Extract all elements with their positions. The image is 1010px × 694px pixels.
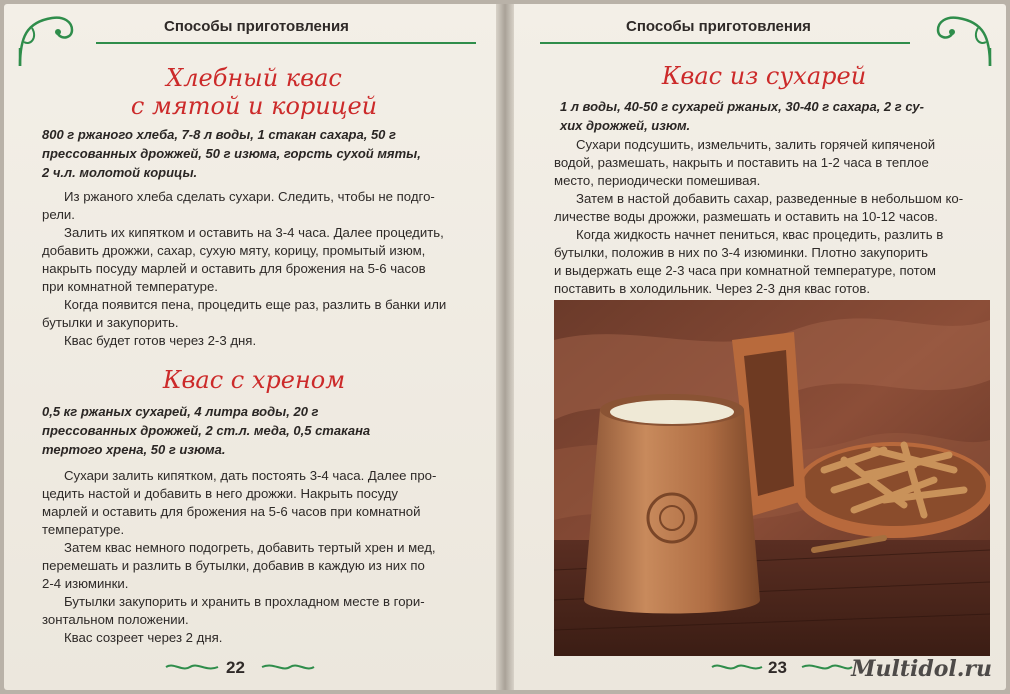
running-head: Способы приготовления xyxy=(164,18,349,35)
step-line: Когда жидкость начнет пениться, квас процедить, разлить в xyxy=(576,227,944,242)
folio-ornament-icon xyxy=(260,662,316,672)
step-line: цедить настой и добавить в него дрожжи. Накрыть посуду xyxy=(42,486,399,501)
step-line: бутылки, положив в них по 3-4 изюминки. Плотно закупорить xyxy=(554,245,929,260)
step-line: 2-4 изюминки. xyxy=(42,576,129,591)
corner-ornament-icon xyxy=(928,8,998,68)
step-line: и выдержать еще 2-3 часа при комнатной температуре, потом xyxy=(554,263,936,278)
step-line: накрыть посуду марлей и оставить для брожения на 5-6 часов xyxy=(42,261,426,276)
step-line: водой, размешать, накрыть и поставить на 1-2 часа в теплое xyxy=(554,155,929,170)
step-line: бутылки и закупорить. xyxy=(42,315,179,330)
step-line: температуре. xyxy=(42,522,125,537)
ingredient-line: тертого хрена, 50 г изюма. xyxy=(42,442,226,457)
header-rule xyxy=(540,42,910,44)
step-line: Затем квас немного подогреть, добавить тертый хрен и мед, xyxy=(64,540,436,555)
step-line: Из ржаного хлеба сделать сухари. Следить, чтобы не подго- xyxy=(64,189,435,204)
recipe-title-line: с мятой и корицей xyxy=(130,92,378,120)
ingredients xyxy=(42,402,482,459)
step-line: Сухари залить кипятком, дать постоять 3-4 часа. Далее про- xyxy=(64,468,437,483)
header-rule xyxy=(96,42,476,44)
step-line: марлей и оставить для брожения на 5-6 часов при комнатной xyxy=(42,504,421,519)
ingredient-line: 2 ч.л. молотой корицы. xyxy=(42,165,198,180)
recipe-steps xyxy=(42,188,482,350)
step-line: Бутылки закупорить и хранить в прохладном месте в гори- xyxy=(64,594,425,609)
ingredient-line: прессованных дрожжей, 2 ст.л. меда, 0,5 стакана xyxy=(42,423,371,438)
step-line: Квас созреет через 2 дня. xyxy=(64,630,223,645)
step-line: Затем в настой добавить сахар, разведенные в небольшом ко- xyxy=(576,191,964,206)
ingredients xyxy=(42,125,482,182)
recipe-title xyxy=(104,64,404,120)
ingredient-line: хих дрожжей, изюм. xyxy=(560,118,691,133)
step-line: Квас будет готов через 2-3 дня. xyxy=(64,333,257,348)
ingredients xyxy=(560,97,990,135)
ingredient-line: 800 г ржаного хлеба, 7-8 л воды, 1 стакан сахара, 50 г xyxy=(42,127,396,142)
right-page xyxy=(514,4,1006,690)
recipe-title: Квас с хреном xyxy=(162,366,346,394)
folio-ornament-icon xyxy=(800,662,854,672)
step-line: перемешать и разлить в бутылки, добавив в каждую из них по xyxy=(42,558,425,573)
step-line: зонтальном положении. xyxy=(42,612,189,627)
ingredient-line: прессованных дрожжей, 50 г изюма, горсть сухой мяты, xyxy=(42,146,421,161)
recipe-title: Квас из сухарей xyxy=(661,62,867,90)
step-line: место, периодически помешивая. xyxy=(554,173,761,188)
step-line: Сухари подсушить, измельчить, залить горячей кипяченой xyxy=(576,137,936,152)
step-line: поставить в холодильник. Через 2-3 дня квас готов. xyxy=(554,281,871,296)
book-gutter xyxy=(496,4,514,690)
kvass-mug-photo xyxy=(554,300,990,656)
corner-ornament-icon xyxy=(12,8,82,68)
watermark: Multidol.ru xyxy=(851,656,992,682)
step-line: личестве воды дрожжи, размешать и оставить на 10-12 часов. xyxy=(554,209,938,224)
recipe-title-line: Хлебный квас xyxy=(166,64,342,92)
step-line: Залить их кипятком и оставить на 3-4 часа. Далее процедить, xyxy=(64,225,444,240)
folio-ornament-icon xyxy=(710,662,764,672)
left-page xyxy=(4,4,496,690)
step-line: добавить дрожжи, сахар, сухую мяту, корицу, промытый изюм, xyxy=(42,243,426,258)
step-line: при комнатной температуре. xyxy=(42,279,218,294)
page-number: 23 xyxy=(768,658,787,677)
recipe-steps xyxy=(42,467,482,647)
recipe-steps xyxy=(554,136,990,298)
step-line: рели. xyxy=(42,207,75,222)
folio-ornament-icon xyxy=(164,662,220,672)
ingredient-line: 1 л воды, 40-50 г сухарей ржаных, 30-40 г сахара, 2 г су- xyxy=(560,99,924,114)
ingredient-line: 0,5 кг ржаных сухарей, 4 литра воды, 20 г xyxy=(42,404,319,419)
page-number: 22 xyxy=(226,658,245,677)
running-head: Способы приготовления xyxy=(626,18,811,35)
step-line: Когда появится пена, процедить еще раз, разлить в банки или xyxy=(64,297,447,312)
